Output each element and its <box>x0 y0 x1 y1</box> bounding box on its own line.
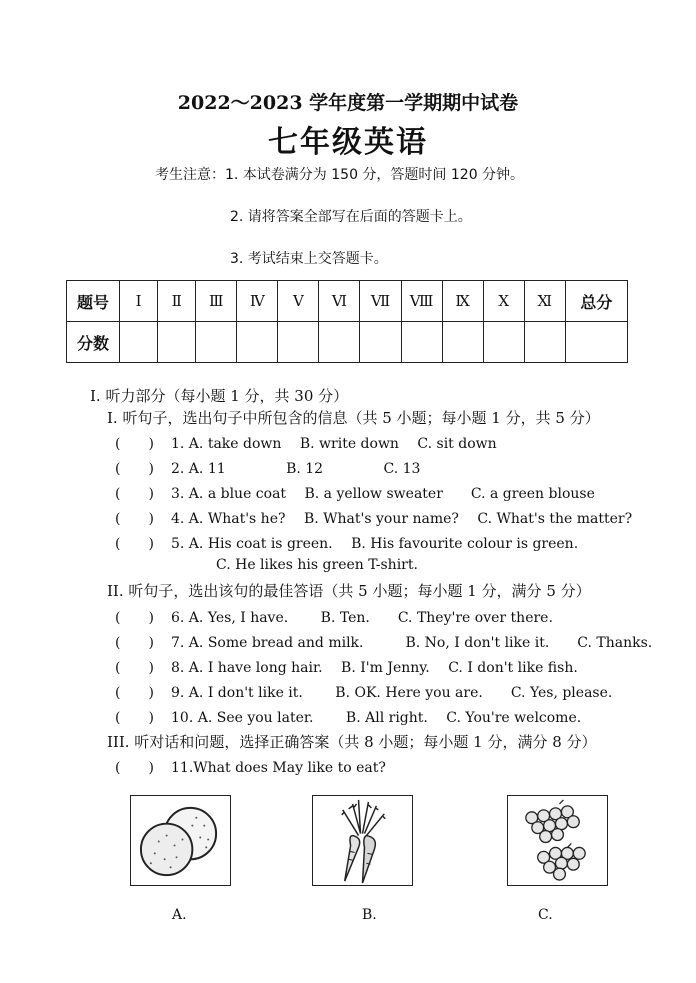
answer-paren: ( ) <box>115 536 154 552</box>
oranges-icon <box>131 796 230 885</box>
question-7: ( ) 7. A. Some bread and milk. B. No, I don't like it. C. Thanks. <box>115 632 652 652</box>
score-cell <box>360 322 401 363</box>
score-cell <box>237 322 278 363</box>
question-6: ( ) 6. A. Yes, I have. B. Ten. C. They're over there. <box>115 607 553 627</box>
answer-paren: ( ) <box>115 461 154 477</box>
score-cell <box>278 322 319 363</box>
section3-heading: III. 听对话和问题，选择正确答案（共 8 小题；每小题 1 分，满分 8 分） <box>107 733 597 751</box>
question-2: ( ) 2. A. 11 B. 12 C. 13 <box>115 458 420 478</box>
exam-note-3: 3. 考试结束上交答题卡。 <box>230 251 388 267</box>
score-table <box>66 280 628 363</box>
score-cell <box>565 322 627 363</box>
oranges-picture <box>130 795 231 886</box>
answer-paren: ( ) <box>115 610 154 626</box>
score-cell <box>319 322 360 363</box>
question-9: ( ) 9. A. I don't like it. B. OK. Here you are. C. Yes, please. <box>115 682 612 702</box>
question-11: ( ) 11.What does May like to eat? <box>115 757 386 777</box>
question-10: ( ) 10. A. See you later. B. All right. C. You're welcome. <box>115 707 581 727</box>
exam-title: 2022～2023 学年度第一学期期中试卷 <box>177 92 519 114</box>
part1-heading: I. 听力部分（每小题 1 分，共 30 分） <box>90 387 349 405</box>
score-table-col: Ⅶ <box>360 281 401 322</box>
question-8: ( ) 8. A. I have long hair. B. I'm Jenny. C. I don't like fish. <box>115 657 578 677</box>
section2-heading: II. 听句子，选出该句的最佳答语（共 5 小题；每小题 1 分，满分 5 分） <box>107 582 591 600</box>
answer-paren: ( ) <box>115 436 154 452</box>
question-5: ( ) 5. A. His coat is green. B. His favourite colour is green. <box>115 533 578 553</box>
score-table-col: Ⅲ <box>196 281 237 322</box>
score-cell <box>158 322 196 363</box>
question-5-option-c: C. He likes his green T-shirt. <box>216 557 418 573</box>
carrots-picture <box>312 795 413 886</box>
score-table-score-row <box>67 322 628 363</box>
grapes-picture <box>507 795 608 886</box>
answer-paren: ( ) <box>115 660 154 676</box>
picture-option-label-b: B. <box>362 907 377 923</box>
score-cell <box>401 322 442 363</box>
score-table-col: Ⅹ <box>483 281 524 322</box>
answer-paren: ( ) <box>115 635 154 651</box>
score-cell <box>524 322 565 363</box>
answer-paren: ( ) <box>115 511 154 527</box>
score-table-total-label: 总分 <box>565 281 627 322</box>
exam-note-2: 2. 请将答案全部写在后面的答题卡上。 <box>230 209 472 225</box>
answer-paren: ( ) <box>115 685 154 701</box>
answer-paren: ( ) <box>115 760 154 776</box>
question-1: ( ) 1. A. take down B. write down C. sit down <box>115 433 497 453</box>
score-table-col: Ⅳ <box>237 281 278 322</box>
score-table-col: Ⅷ <box>401 281 442 322</box>
question-4: ( ) 4. A. What's he? B. What's your name? C. What's the matter? <box>115 508 632 528</box>
question-3: ( ) 3. A. a blue coat B. a yellow sweater C. a green blouse <box>115 483 595 503</box>
score-table-row2-label: 分数 <box>67 322 120 363</box>
picture-option-label-a: A. <box>172 907 187 923</box>
carrots-icon <box>313 796 412 885</box>
score-cell <box>120 322 158 363</box>
score-table-col: Ⅸ <box>442 281 483 322</box>
score-table-col: Ⅴ <box>278 281 319 322</box>
exam-subject: 七年级英语 <box>268 125 428 160</box>
answer-paren: ( ) <box>115 710 154 726</box>
score-cell <box>483 322 524 363</box>
score-table-col: Ⅰ <box>120 281 158 322</box>
score-cell <box>442 322 483 363</box>
exam-note-1: 考生注意：1. 本试卷满分为 150 分，答题时间 120 分钟。 <box>155 167 525 183</box>
picture-option-label-c: C. <box>538 907 553 923</box>
score-table-col: Ⅺ <box>524 281 565 322</box>
grapes-icon <box>508 796 607 885</box>
score-table-col: Ⅱ <box>158 281 196 322</box>
answer-paren: ( ) <box>115 486 154 502</box>
score-table-col: Ⅵ <box>319 281 360 322</box>
score-table-row1-label: 题号 <box>67 281 120 322</box>
section1-heading: I. 听句子，选出句子中所包含的信息（共 5 小题；每小题 1 分，共 5 分） <box>107 409 600 427</box>
score-cell <box>196 322 237 363</box>
score-table-header-row <box>67 281 628 322</box>
